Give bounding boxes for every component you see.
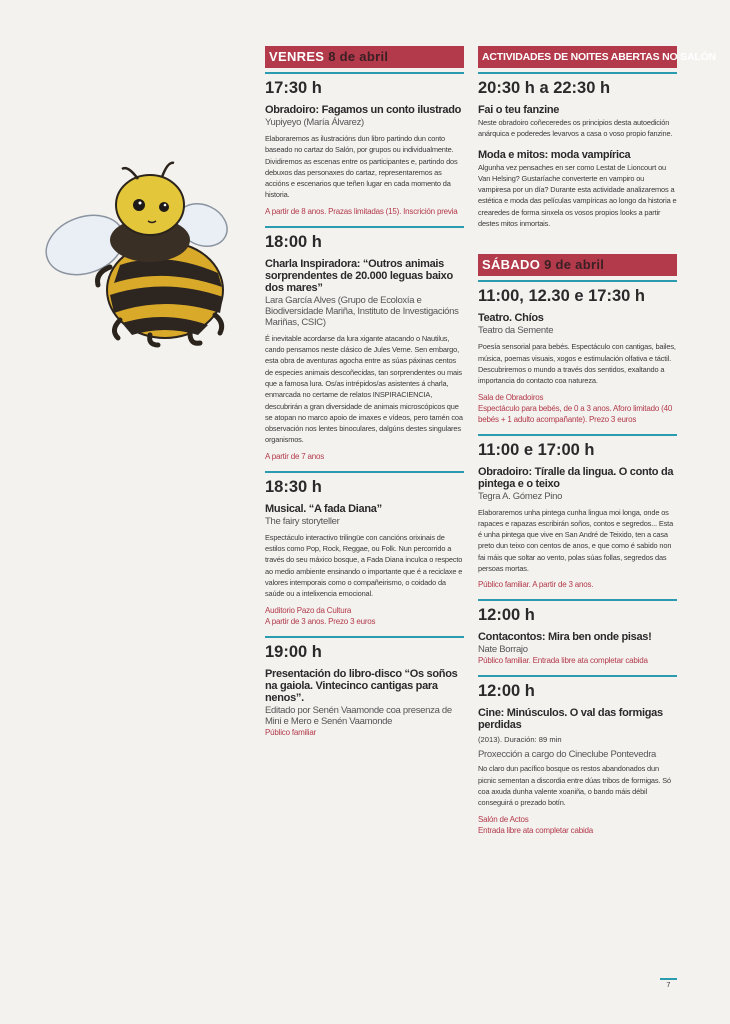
event-time: 18:00 h	[265, 232, 322, 251]
event-time: 11:00, 12.30 e 17:30 h	[478, 287, 645, 306]
left-column	[265, 46, 464, 747]
event-description: Neste obradoiro coñeceredes os principios desta autoedición anárquica e poderedes levarvos a casa o voso propio fanzine.	[478, 118, 673, 139]
event-author: Tegra A. Gómez Pino	[478, 490, 563, 502]
event-description: Elaboraremos as ilustracións dun libro partindo dun conto baseado no cartaz do Salón, por grupos ou individualmente. Dividiremos as escenas entre os participantes e, partindo dos debuxos das personaxes do cartaz, representaremos as accións e escenarios que teñen lugar en cada momento da historia.	[265, 134, 458, 200]
day-header-friday	[265, 46, 464, 68]
event-time: 12:00 h	[478, 682, 535, 701]
event-time: 12:00 h	[478, 606, 535, 625]
event-title: Musical. “A fada Diana”	[265, 502, 382, 515]
event-description: No claro dun pacífico bosque os restos abandonados dun picnic sementan a discordia entre dúas tribos de formigas. Só coa axuda dunha valente xoaniña, o bando máis débil conseguirá o prezado botín.	[478, 764, 671, 808]
day-name: SÁBADO	[482, 257, 541, 273]
header-rule	[265, 72, 464, 74]
event-description: É inevitable acordarse da lura xigante atacando o Nautilus, cando pensamos neste clásico de Jules Verne. Sen embargo, esta obra de aventuras agocha entre as súas páxinas centos de especies animais descoñecidas, tan sorprendentes ou mais que a famosa lura. Os/as intrépidos/as asistentes á charla, enmarcada no certame de relatos INSPIRACIENCIA, descubrirán a gran diversidade de animais microscópicos que se atopan no marco apoio de imaxes e vídeos, pero tamén coa observación nos lentes binoculares, dalgúns destes singulares organismos.	[265, 333, 463, 445]
event-title: Cine: Minúsculos. O val das formigas perdidas	[478, 707, 663, 732]
event-info: A partir de 3 anos. Prezo 3 euros	[265, 616, 376, 626]
event-title: Presentación do libro-disco “Os soños na gaiola. Vintecinco cantigas para nenos”.	[265, 667, 458, 704]
event-chios	[478, 286, 677, 433]
event-author: Yupiyeyo (María Álvarez)	[265, 117, 364, 128]
event-author: Nate Borrajo	[478, 644, 528, 656]
event-title: Obradoiro: Tíralle da lingua. O conto da pintega e o teixo	[478, 465, 674, 490]
event-cine	[478, 681, 677, 844]
day-header-saturday	[478, 254, 677, 276]
event-1900	[265, 642, 464, 747]
film-credit: Proxección a cargo do Cineclube Pontevedra	[478, 749, 657, 761]
event-title: Moda e mitos: moda vampírica	[478, 148, 631, 161]
event-time: 19:00 h	[265, 642, 322, 661]
event-author: Teatro da Semente	[478, 325, 554, 337]
event-description: Poesía sensorial para bebés. Espectáculo con cantigas, bailes, música, poemas visuais, xogos e estimulación olfativa e táctil. Descubriremos o mundo a través dos sentidos, exaltando a importancia do contacto coa natureza.	[478, 342, 676, 386]
day-date: 8 de abril	[328, 49, 389, 64]
event-pintega	[478, 440, 677, 600]
separator	[265, 226, 464, 228]
event-info: A partir de 7 anos	[265, 451, 325, 461]
page-number: 7	[660, 978, 677, 989]
night-event-vampire	[478, 149, 677, 230]
event-venue: Sala de Obradoiros	[478, 392, 544, 402]
event-author: Lara García Alves (Grupo de Ecoloxía e Biodiversidade Mariña, Instituto de Investigacións Mariñas, CSIC)	[265, 294, 459, 328]
separator	[265, 471, 464, 473]
event-description: Espectáculo interactivo trilingüe con cancións orixinais de estilos como Pop, Rock, Reggae, ou Folk. Nun percorrido a través do seu máxico bosque, a Fada Diana inculca o respecto ao medio ambiente ensinando o importante que é a reciclaxe e valores intemporais como o compañeirismo, o coidado da saúde ou a intelixencia emocional.	[265, 532, 463, 599]
separator	[265, 636, 464, 638]
event-contacontos	[478, 605, 677, 675]
day-date: 9 de abril	[544, 257, 605, 273]
night-activities-header: ACTIVIDADES DE NOITES ABERTAS NO SALÓN	[478, 46, 677, 68]
night-event-fanzine	[478, 104, 677, 147]
event-time: 11:00 e 17:00 h	[478, 440, 595, 459]
separator	[478, 434, 677, 436]
event-time: 18:30 h	[265, 477, 322, 496]
header-rule	[478, 280, 677, 282]
event-title: Teatro. Chíos	[478, 312, 544, 325]
header-rule	[478, 72, 677, 74]
day-name: VENRES	[269, 49, 325, 64]
separator	[478, 675, 677, 677]
event-info: A partir de 8 anos. Prazas limitadas (15). Inscrición previa	[265, 206, 458, 216]
event-info: Espectáculo para bebés, de 0 a 3 anos. Aforo limitado (40 bebés + 1 adulto acompañante). Prezo 3 euros	[478, 403, 673, 424]
bee-illustration	[40, 155, 240, 350]
event-title: Fai o teu fanzine	[478, 104, 560, 116]
separator	[478, 599, 677, 601]
event-time: 17:30 h	[265, 79, 322, 97]
event-info: Público familiar. Entrada libre ata completar cabida	[478, 656, 648, 666]
event-venue: Auditorio Pazo da Cultura	[265, 605, 352, 615]
event-description: Elaboraremos unha pintega cunha lingua moi longa, onde os rapaces e rapazas escribirán soños, contos e segredos... Esta é unha pintega que vive en San André de Teixido, ten a casa preto dun teixo con centos de anos, e que como é sabido non fai máis que soltar ao vento, polas súas follas, segredos das persoas mortas.	[478, 507, 674, 574]
event-author: The fairy storyteller	[265, 515, 340, 527]
film-meta: (2013). Duración: 89 min	[478, 735, 562, 745]
event-title: Charla Inspiradora: “Outros animais sorprendentes de 20.000 leguas baixo dos mares”	[265, 257, 453, 294]
event-author: Editado por Senén Vaamonde coa presenza de Mini e Mero e Senén Vaamonde	[265, 704, 452, 727]
event-1830	[265, 477, 464, 636]
event-1800	[265, 232, 464, 471]
event-info: Público familiar. A partir de 3 anos.	[478, 580, 594, 590]
event-title: Obradoiro: Fagamos un conto ilustrado	[265, 104, 462, 116]
event-description: Algunha vez pensaches en ser como Lestat de Lioncourt ou Van Helsing? Gustaríache converterte en vampiro ou vampiresa por un día? Durante esta actividade analizaremos a estética e moda das películas vampíricas ao longo da historia e crearedes de forma sinxela os vosos propios looks a partir destes mitos inmortais.	[478, 162, 677, 229]
event-1730	[265, 78, 464, 226]
event-info: Público familiar	[265, 727, 317, 737]
right-column	[478, 46, 716, 845]
event-title: Contacontos: Mira ben onde pisas!	[478, 631, 652, 644]
event-info: Entrada libre ata completar cabida	[478, 825, 594, 835]
event-venue: Salón de Actos	[478, 814, 529, 824]
night-time: 20:30 h a 22:30 h	[478, 79, 611, 97]
